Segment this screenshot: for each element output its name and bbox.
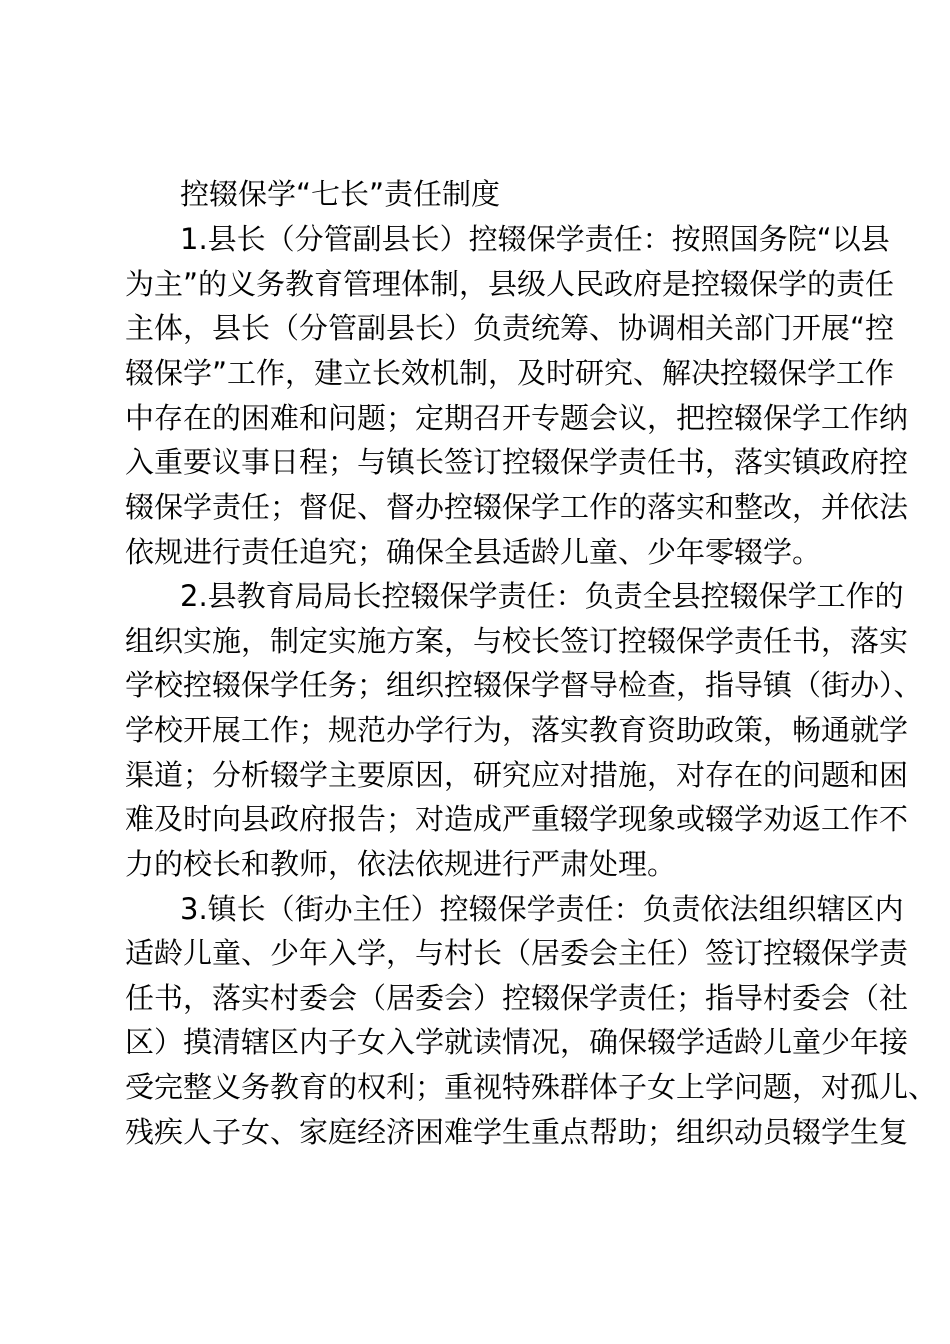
paragraph-2-line-2: 组织实施，制定实施方案，与校长签订控辍保学责任书，落实 — [125, 624, 909, 658]
paragraph-3-line-6: 残疾人子女、家庭经济困难学生重点帮助；组织动员辍学生复 — [125, 1115, 909, 1149]
document-title: 控辍保学“七长”责任制度 — [180, 177, 501, 211]
paragraph-3-line-4: 区）摸清辖区内子女入学就读情况，确保辍学适龄儿童少年接 — [125, 1025, 909, 1059]
paragraph-3-line-5: 受完整义务教育的权利；重视特殊群体子女上学问题，对孤儿、 — [125, 1070, 938, 1104]
paragraph-1-line-3: 主体，县长（分管副县长）负责统筹、协调相关部门开展“控 — [125, 311, 895, 345]
paragraph-1-line-4: 辍保学”工作，建立长效机制，及时研究、解决控辍保学工作 — [125, 356, 895, 390]
paragraph-1-line-5: 中存在的困难和问题；定期召开专题会议，把控辍保学工作纳 — [125, 401, 909, 435]
paragraph-3-line-3: 任书，落实村委会（居委会）控辍保学责任；指导村委会（社 — [125, 981, 909, 1015]
paragraph-2-line-5: 渠道；分析辍学主要原因，研究应对措施，对存在的问题和困 — [125, 758, 909, 792]
paragraph-3-line-1: 3.镇长（街办主任）控辍保学责任：负责依法组织辖区内 — [180, 892, 904, 926]
paragraph-1-line-7: 辍保学责任；督促、督办控辍保学工作的落实和整改，并依法 — [125, 490, 909, 524]
paragraph-1-line-6: 入重要议事日程；与镇长签订控辍保学责任书，落实镇政府控 — [125, 445, 909, 479]
paragraph-2-line-7: 力的校长和教师，依法依规进行严肃处理。 — [125, 847, 677, 881]
paragraph-1-line-2: 为主”的义务教育管理体制，县级人民政府是控辍保学的责任 — [125, 267, 895, 301]
paragraph-1-line-1: 1.县长（分管副县长）控辍保学责任：按照国务院“以县 — [180, 222, 890, 256]
paragraph-2-line-4: 学校开展工作；规范办学行为，落实教育资助政策，畅通就学 — [125, 713, 909, 747]
paragraph-2-line-6: 难及时向县政府报告；对造成严重辍学现象或辍学劝返工作不 — [125, 802, 909, 836]
paragraph-3-line-2: 适龄儿童、少年入学，与村长（居委会主任）签订控辍保学责 — [125, 936, 909, 970]
paragraph-1-line-8: 依规进行责任追究；确保全县适龄儿童、少年零辍学。 — [125, 535, 822, 569]
paragraph-2-line-3: 学校控辍保学任务；组织控辍保学督导检查，指导镇（街办）、 — [125, 668, 923, 702]
paragraph-2-line-1: 2.县教育局局长控辍保学责任：负责全县控辍保学工作的 — [180, 579, 904, 613]
